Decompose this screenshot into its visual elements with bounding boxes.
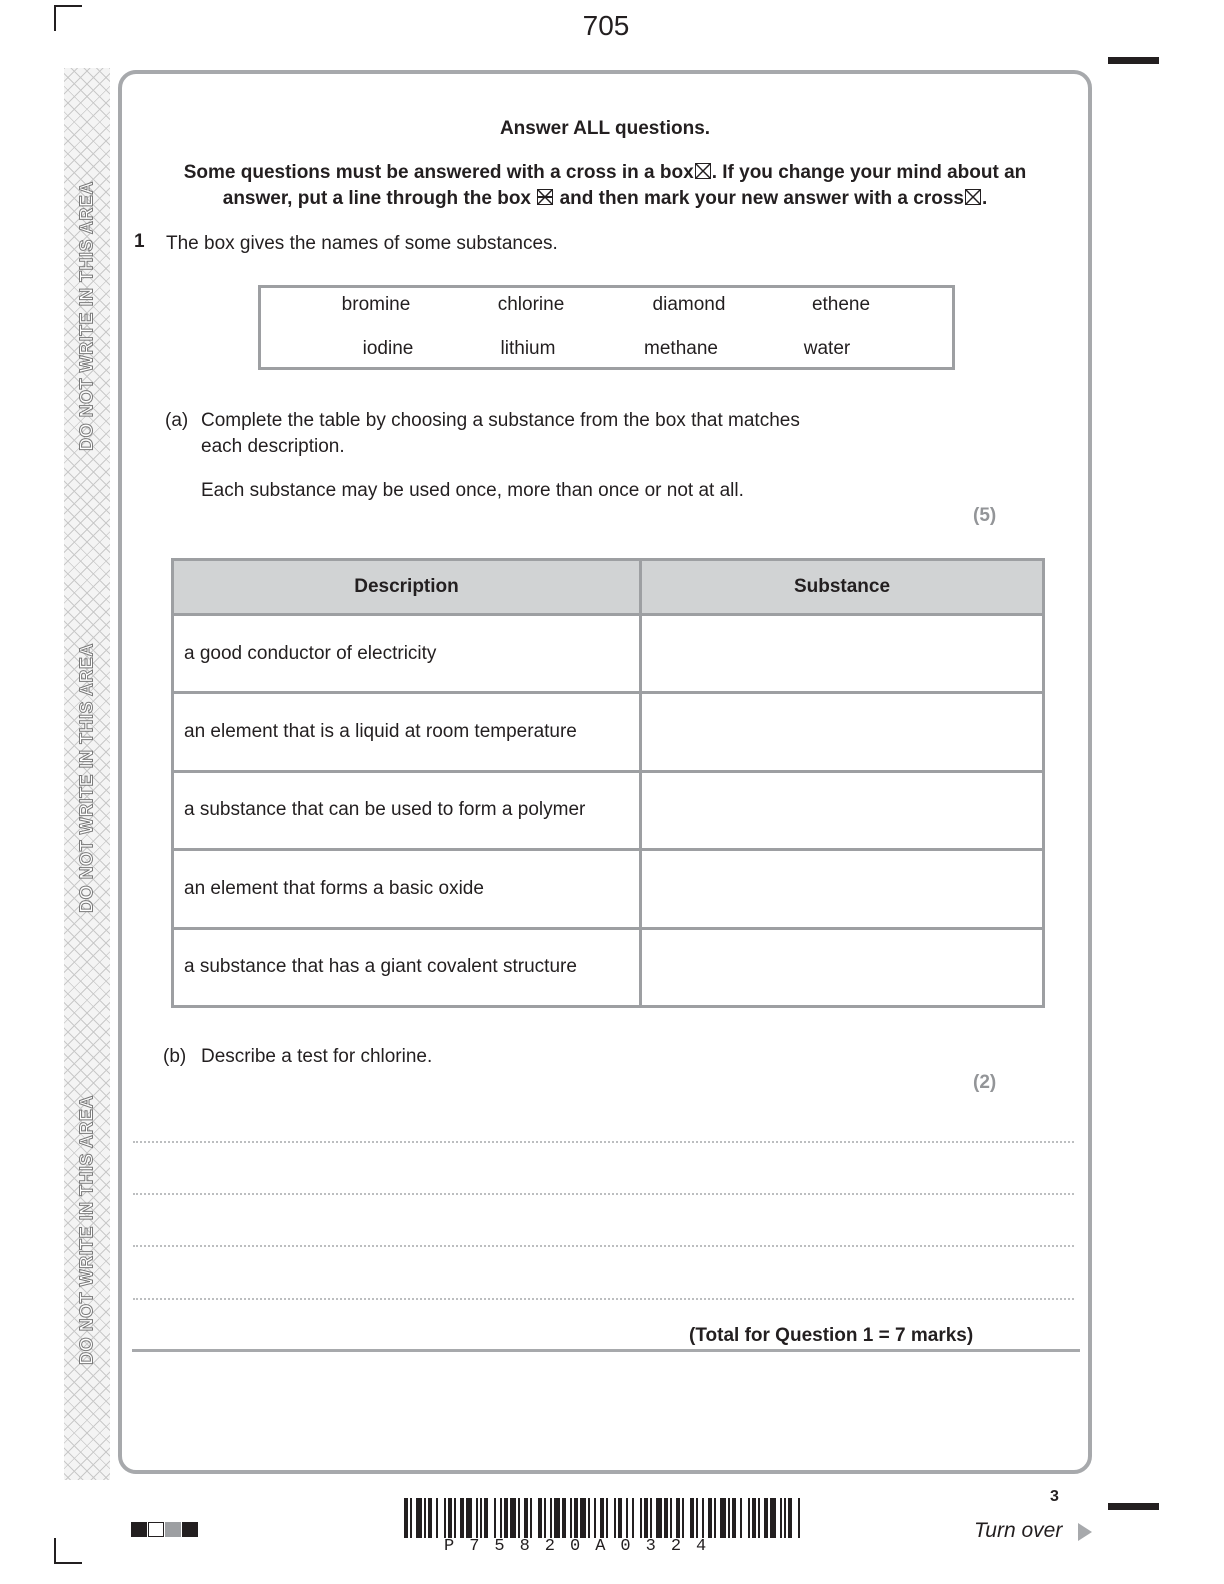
part-b-label: (b) <box>163 1046 187 1067</box>
question-number: 1 <box>134 231 145 252</box>
substance-word: bromine <box>341 294 411 315</box>
column-header-description: Description <box>173 560 641 615</box>
substance-word: methane <box>644 338 718 359</box>
part-b-text: Describe a test for chlorine. <box>201 1046 433 1067</box>
crop-mark-bottom-left-v <box>54 1538 56 1564</box>
substance-answer-cell[interactable] <box>641 928 1044 1006</box>
question-intro: The box gives the names of some substances. <box>166 233 558 254</box>
barcode-text: P75820A0324 <box>444 1537 722 1556</box>
column-header-substance: Substance <box>641 560 1044 615</box>
instructions-title: Answer ALL questions. <box>499 118 711 139</box>
registration-bar-bottom <box>1108 1503 1159 1510</box>
instructions-line-2-end: . <box>981 188 988 209</box>
instructions-line-1-rest: . If you change your mind about an <box>711 162 1027 183</box>
instructions-line-1-text: Some questions must be answered with a cross in a box <box>183 162 694 183</box>
page-code: 705 <box>582 10 630 41</box>
block-light <box>148 1522 164 1537</box>
part-a-marks: (5) <box>973 505 997 526</box>
substance-word: ethene <box>811 294 871 315</box>
instructions-line-1 <box>130 160 1080 186</box>
substance-answer-cell[interactable] <box>641 615 1044 693</box>
part-a-note: Each substance may be used once, more than once or not at all. <box>201 480 744 501</box>
answer-line[interactable] <box>133 1245 1074 1247</box>
table-row <box>173 850 1044 928</box>
instructions-line-2-middle: and then mark your new answer with a cross <box>559 188 964 209</box>
total-rule <box>132 1349 1080 1352</box>
substance-word: water <box>803 338 851 359</box>
block-grey <box>165 1522 181 1537</box>
crossed-box-icon <box>695 163 711 179</box>
description-cell: a substance that has a giant covalent structure <box>173 928 641 1006</box>
arrow-right-icon <box>1078 1523 1092 1541</box>
block-dark <box>182 1522 198 1537</box>
substance-word: chlorine <box>497 294 565 315</box>
substance-answer-cell[interactable] <box>641 693 1044 771</box>
turn-over-text: Turn over <box>974 1519 1063 1542</box>
margin-warning-3: DO NOT WRITE IN THIS AREA <box>76 1095 97 1365</box>
substance-answer-cell[interactable] <box>641 850 1044 928</box>
progress-blocks <box>131 1522 199 1537</box>
substance-word: lithium <box>500 338 556 359</box>
description-cell: a substance that can be used to form a polymer <box>173 771 641 849</box>
barcode <box>404 1498 806 1538</box>
part-a-text-1: Complete the table by choosing a substance from the box that matches <box>201 410 800 431</box>
substance-answer-cell[interactable] <box>641 771 1044 849</box>
instructions-line-2 <box>130 186 1080 212</box>
answer-line[interactable] <box>133 1298 1074 1300</box>
margin-warning-2: DO NOT WRITE IN THIS AREA <box>76 643 97 913</box>
answer-table <box>171 558 1045 1008</box>
part-b-marks: (2) <box>973 1072 997 1093</box>
description-cell: an element that forms a basic oxide <box>173 850 641 928</box>
crop-mark-bottom-left-h <box>54 1562 82 1564</box>
question-total: (Total for Question 1 = 7 marks) <box>689 1325 974 1346</box>
margin-warning-1: DO NOT WRITE IN THIS AREA <box>76 181 97 451</box>
page-number: 3 <box>1050 1488 1059 1505</box>
table-row <box>173 693 1044 771</box>
substance-word: iodine <box>362 338 414 359</box>
barcode-gap <box>800 1498 804 1538</box>
description-cell: an element that is a liquid at room temperature <box>173 693 641 771</box>
struck-box-icon <box>537 189 553 205</box>
table-header-row <box>173 560 1044 615</box>
crossed-box-icon-2 <box>965 189 981 205</box>
crop-mark-top-left-h <box>54 5 82 7</box>
table-row <box>173 928 1044 1006</box>
answer-line[interactable] <box>133 1141 1074 1143</box>
substance-word: diamond <box>652 294 726 315</box>
crop-mark-top-left-v <box>54 5 56 31</box>
table-row <box>173 615 1044 693</box>
registration-bar-top <box>1108 57 1159 64</box>
block-dark <box>131 1522 147 1537</box>
part-a-label: (a) <box>165 410 189 431</box>
table-row <box>173 771 1044 849</box>
part-a-text-2: each description. <box>201 436 345 457</box>
instructions-line-2-text: answer, put a line through the box <box>222 188 531 209</box>
answer-line[interactable] <box>133 1193 1074 1195</box>
description-cell: a good conductor of electricity <box>173 615 641 693</box>
